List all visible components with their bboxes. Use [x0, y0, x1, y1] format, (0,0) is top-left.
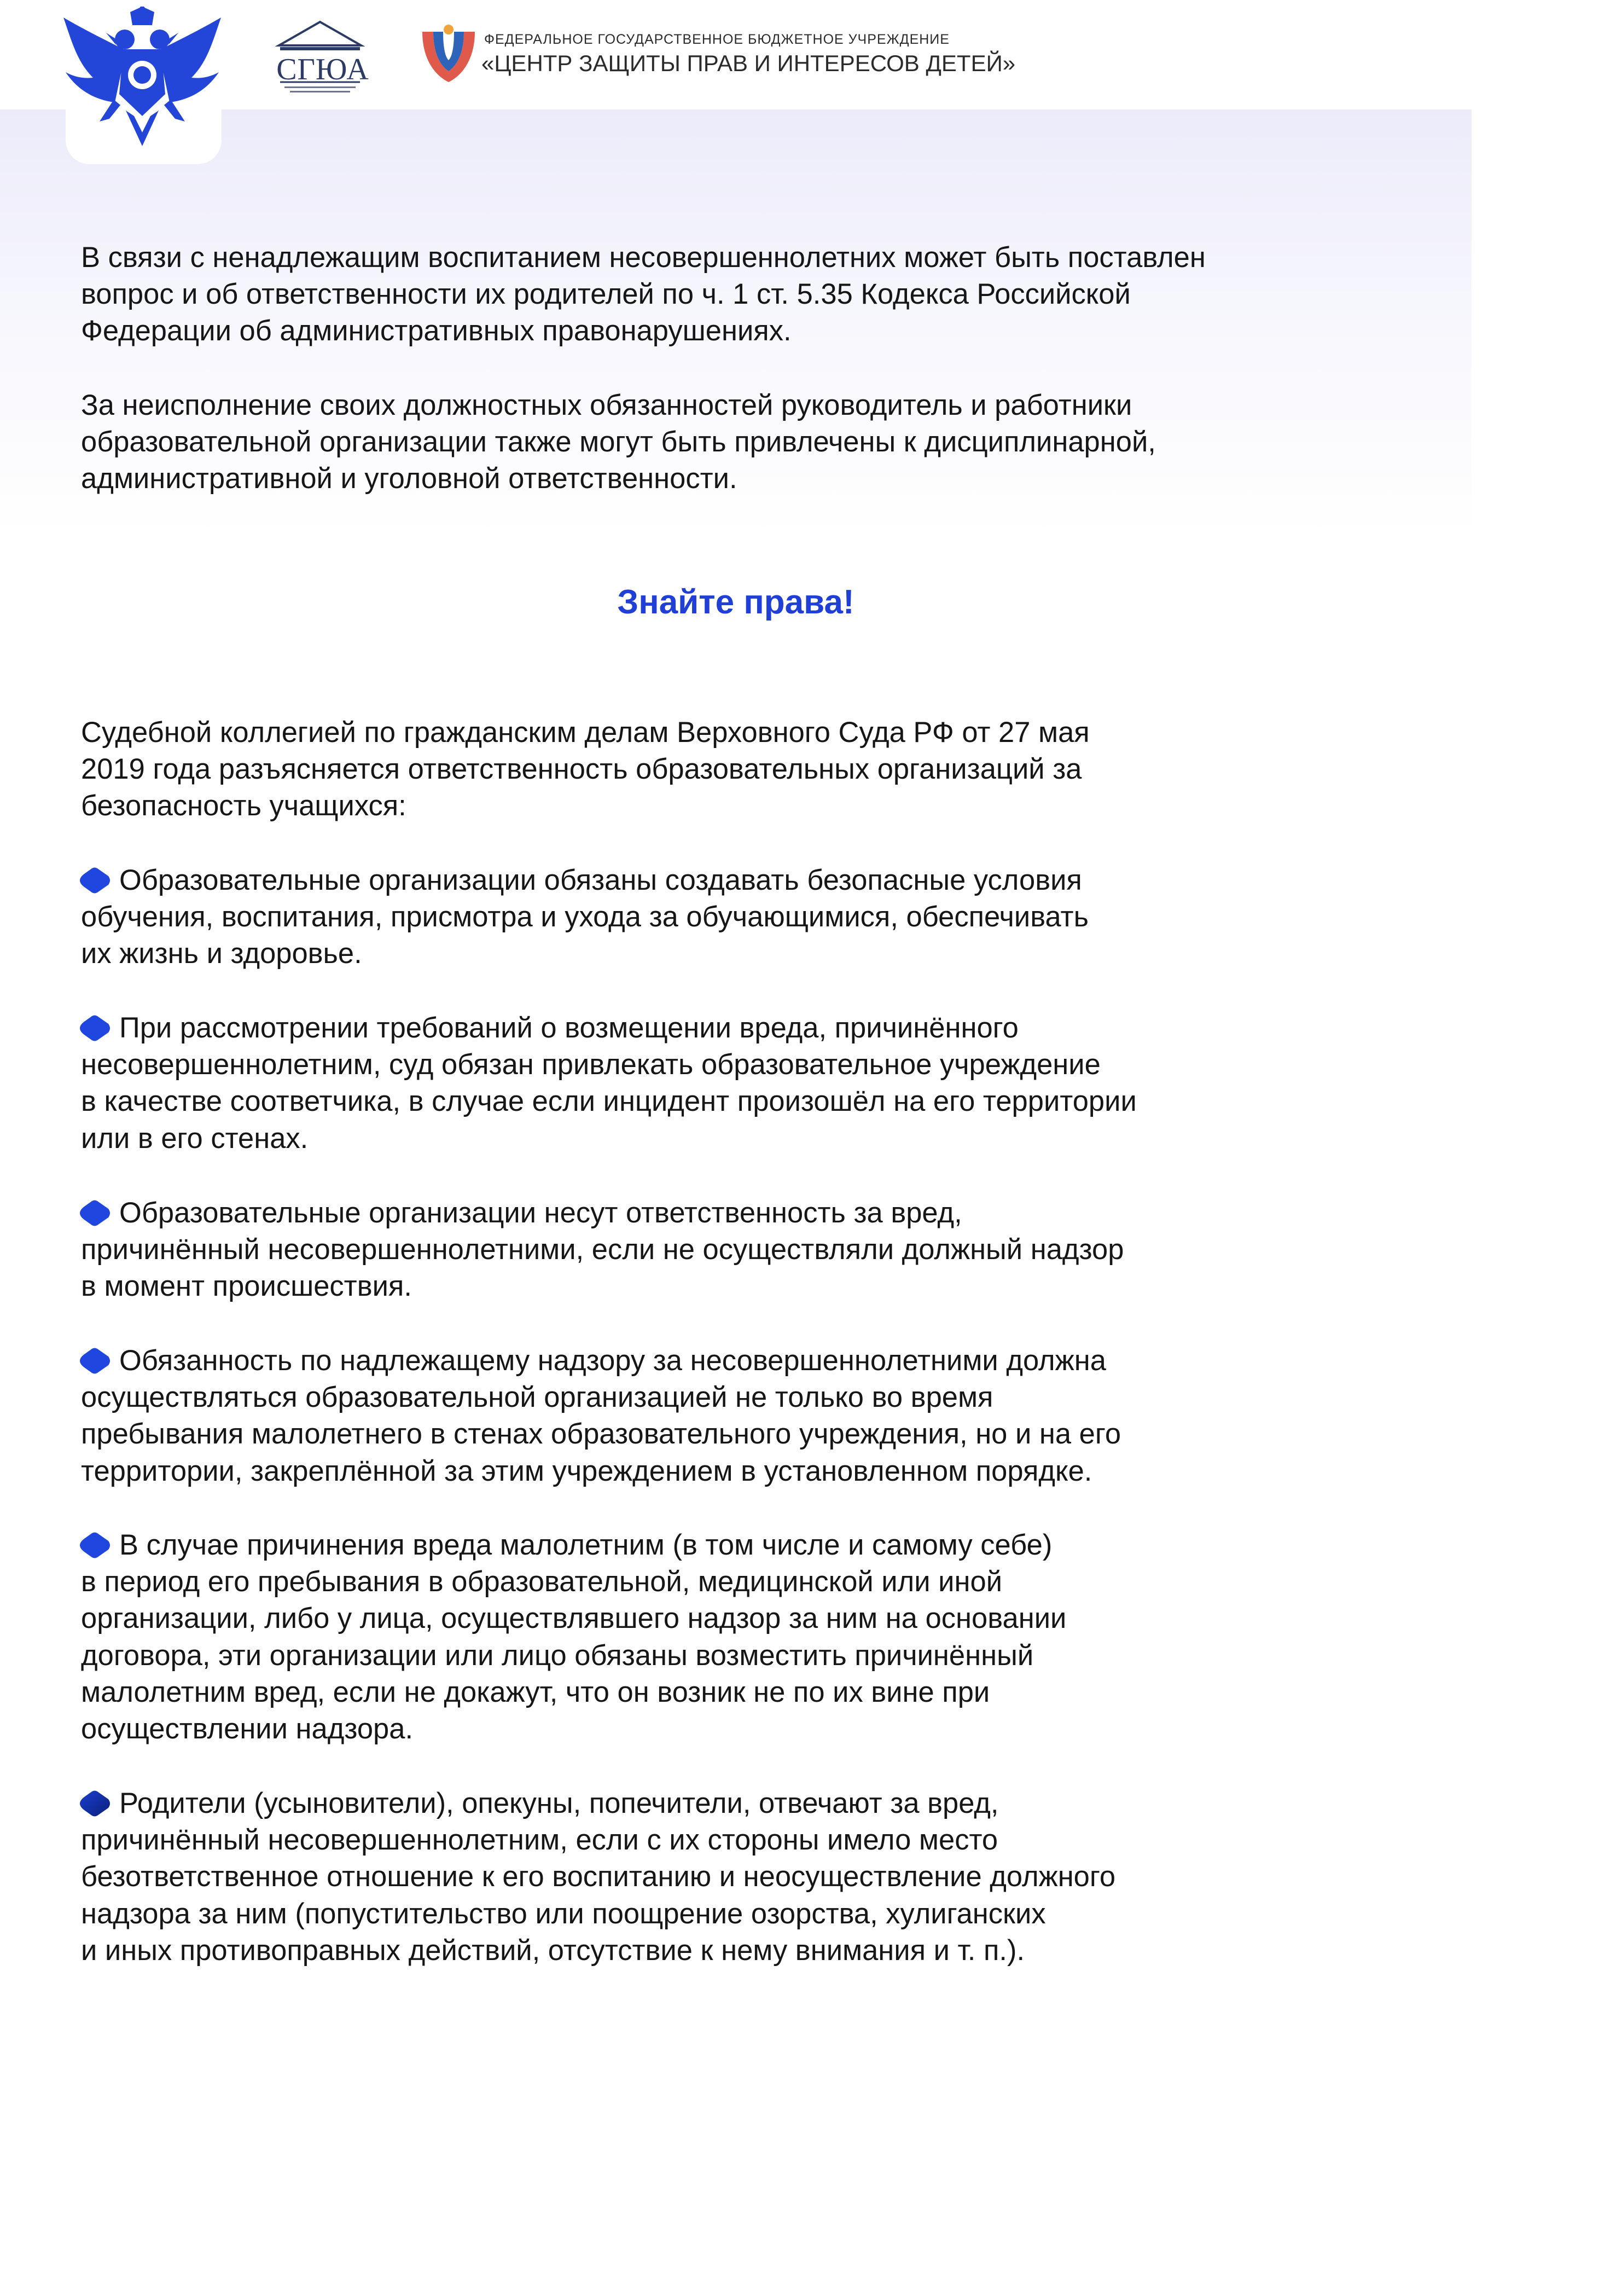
list-item	[81, 1785, 1481, 1969]
sgua-abbreviation: СГЮА	[276, 53, 369, 86]
child-rights-center-logo-icon	[416, 21, 481, 86]
list-item-text: При рассмотрении требований о возмещении вреда, причинённого несовершеннолетним, суд обязан привлекать образовательное учреждение в качестве соответчика, в случае если инцидент произошёл на его территории или в его стенах.	[81, 1012, 1137, 1155]
lead-paragraph: Судебной коллегией по гражданским делам Верховного Суда РФ от 27 мая 2019 года разъясняется ответственность образовательных организаций за безопасность учащихся:	[81, 716, 1090, 822]
list-item-text: Образовательные организации обязаны создавать безопасные условия обучения, воспитания, присмотра и ухода за обучающимися, обеспечивать их жизнь и здоровье.	[81, 864, 1089, 970]
diamond-bullet-icon	[75, 1013, 114, 1043]
list-item	[81, 862, 1481, 972]
diamond-bullet-icon	[75, 865, 114, 896]
org-title: «ЦЕНТР ЗАЩИТЫ ПРАВ И ИНТЕРЕСОВ ДЕТЕЙ»	[481, 50, 1016, 76]
list-item	[81, 1010, 1481, 1157]
list-item	[81, 1195, 1481, 1305]
emblem-icon	[60, 7, 224, 150]
list-item	[81, 1527, 1481, 1747]
intro-paragraph-2: За неисполнение своих должностных обязанностей руководитель и работники образовательной организации также могут быть привлечены к дисциплинарной, административной и уголовной ответственности.	[81, 389, 1156, 495]
diamond-bullet-icon	[75, 1346, 114, 1376]
list-item-text: Родители (усыновители), опекуны, попечители, отвечают за вред, причинённый несовершеннолетним, если с их стороны имело место безответственное отношение к его воспитанию и неосуществление должного надзора за ним (попустительство или поощрение озорства, хулиганских и иных противоправных действий, отсутствие к нему внимания и т. п.).	[81, 1787, 1116, 1967]
diamond-bullet-icon	[75, 1198, 114, 1228]
list-item-text: Обязанность по надлежащему надзору за несовершеннолетними должна осуществляться образовательной организацией не только во время пребывания малолетнего в стенах образовательного учреждения, но и на его территории, закреплённой за этим учреждением в установленном порядке.	[81, 1344, 1121, 1487]
list-item	[81, 1342, 1481, 1489]
list-item-text: Образовательные организации несут ответственность за вред, причинённый несовершеннолетними, если не осуществляли должный надзор в момент происшествия.	[81, 1197, 1124, 1303]
section-heading: Знайте права!	[617, 583, 854, 621]
diamond-bullet-icon	[75, 1788, 114, 1819]
list-item-text: В случае причинения вреда малолетним (в том числе и самому себе) в период его пребывания в образовательной, медицинской или иной организации, либо у лица, осуществлявшего надзор за ним на основании договора, эти организации или лицо обязаны возместить причинённый малолетним вред, если не докажут, что он возник не по их вине при осуществлении надзора.	[81, 1529, 1067, 1746]
intro-paragraph-1: В связи с ненадлежащим воспитанием несовершеннолетних может быть поставлен вопрос и об ответственности их родителей по ч. 1 ст. 5.35 Кодекса Российской Федерации об административных правонарушениях.	[81, 241, 1206, 347]
org-subtitle: ФЕДЕРАЛЬНОЕ ГОСУДАРСТВЕННОЕ БЮДЖЕТНОЕ УЧРЕЖДЕНИЕ	[484, 32, 950, 47]
diamond-bullet-icon	[75, 1530, 114, 1561]
